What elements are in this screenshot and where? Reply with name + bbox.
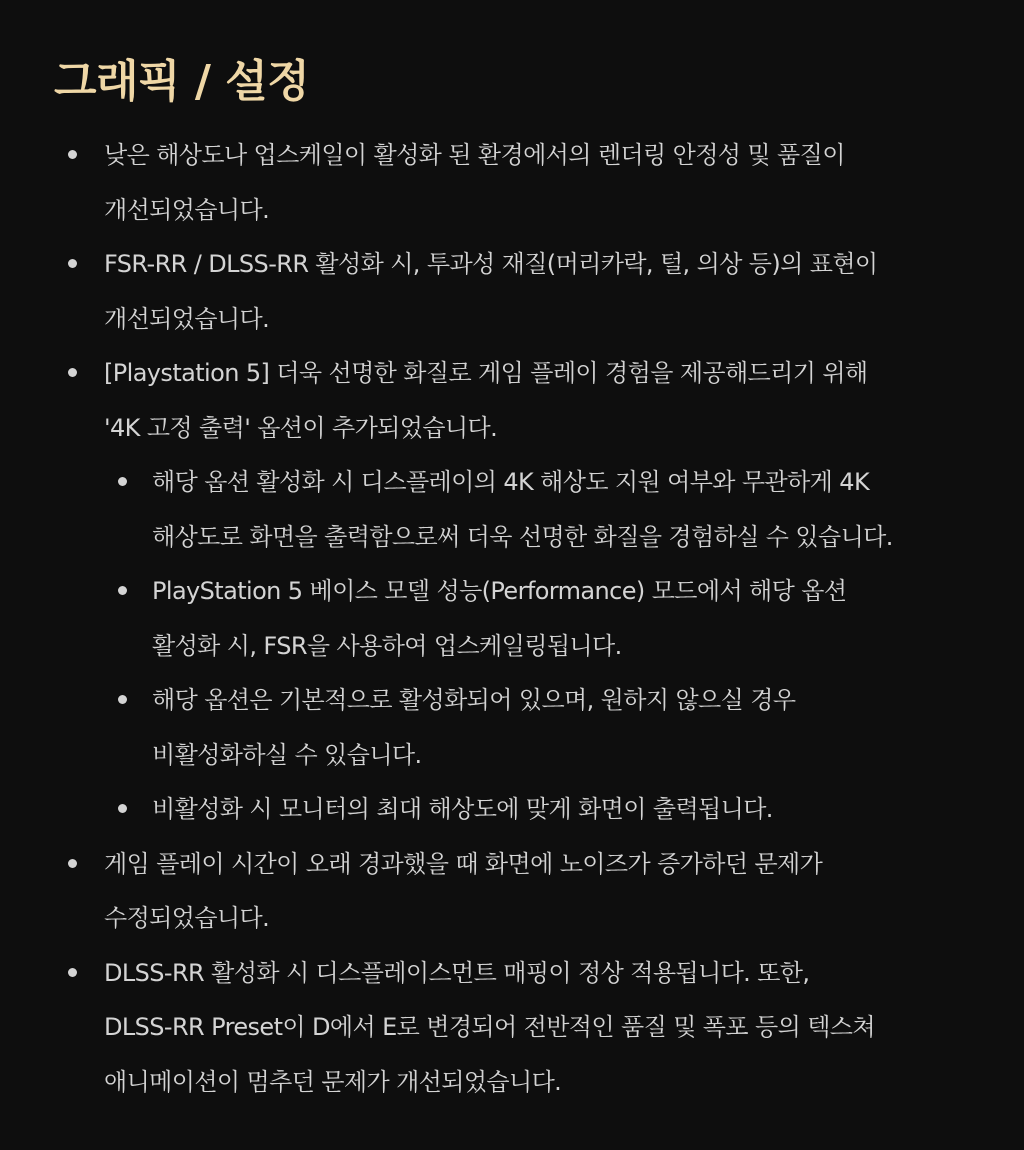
list-item-text: 개선되었습니다. — [104, 304, 270, 333]
bullet-icon — [68, 368, 77, 377]
bullet-icon — [68, 859, 77, 868]
list-item-text: 낮은 해상도나 업스케일이 활성화 된 환경에서의 렌더링 안정성 및 품질이 — [104, 141, 845, 169]
sub-list-item-text: 해상도로 화면을 출력함으로써 더욱 선명한 화질을 경험하실 수 있습니다. — [152, 522, 893, 551]
bullet-icon — [118, 477, 127, 486]
list-item — [54, 128, 1004, 237]
sub-list-item-text: PlayStation 5 베이스 모델 성능(Performance) 모드에서 해당 옵션 — [152, 577, 847, 605]
bullet-icon — [68, 968, 77, 977]
list-item-text: 게임 플레이 시간이 오래 경과했을 때 화면에 노이즈가 증가하던 문제가 — [104, 849, 823, 878]
list-item-text: FSR-RR / DLSS-RR 활성화 시, 투과성 재질(머리카락, 털, 의상 등)의 표현이 — [104, 250, 878, 278]
sub-list-item — [104, 673, 972, 782]
list-item-text: 애니메이션이 멈추던 문제가 개선되었습니다. — [104, 1067, 562, 1096]
sub-list-item-text: 해당 옵션은 기본적으로 활성화되어 있으며, 원하지 않으실 경우 — [152, 686, 796, 714]
list-item-text: '4K 고정 출력' 옵션이 추가되었습니다. — [104, 413, 498, 442]
sub-list-item — [104, 455, 972, 564]
patch-notes-list — [54, 128, 1024, 1109]
list-item-text: DLSS-RR 활성화 시 디스플레이스먼트 매핑이 정상 적용됩니다. 또한, — [104, 958, 810, 987]
bullet-icon — [118, 695, 127, 704]
list-item-text: [Playstation 5] 더욱 선명한 화질로 게임 플레이 경험을 제공해드리기 위해 — [104, 359, 868, 387]
sub-list — [104, 455, 1004, 837]
sub-list-item-text: 활성화 시, FSR을 사용하여 업스케일링됩니다. — [152, 631, 622, 660]
list-item-text: 개선되었습니다. — [104, 195, 270, 224]
bullet-icon — [68, 259, 77, 268]
list-item — [54, 946, 1004, 1110]
sub-list-item-text: 해당 옵션 활성화 시 디스플레이의 4K 해상도 지원 여부와 무관하게 4K — [152, 468, 870, 496]
section-title: 그래픽 / 설정 — [54, 56, 310, 107]
bullet-icon — [118, 586, 127, 595]
bullet-icon — [118, 804, 127, 813]
list-item-text: DLSS-RR Preset이 D에서 E로 변경되어 전반적인 품질 및 폭포 등의 텍스쳐 — [104, 1013, 875, 1041]
list-item — [54, 237, 1004, 346]
list-item — [54, 346, 1004, 837]
list-item — [54, 837, 1004, 946]
sub-list-item-text: 비활성화 시 모니터의 최대 해상도에 맞게 화면이 출력됩니다. — [152, 795, 773, 823]
sub-list-item-text: 비활성화하실 수 있습니다. — [152, 740, 422, 769]
bullet-icon — [68, 150, 77, 159]
list-item-text: 수정되었습니다. — [104, 904, 270, 932]
sub-list-item — [104, 564, 972, 673]
sub-list-item — [104, 782, 972, 837]
